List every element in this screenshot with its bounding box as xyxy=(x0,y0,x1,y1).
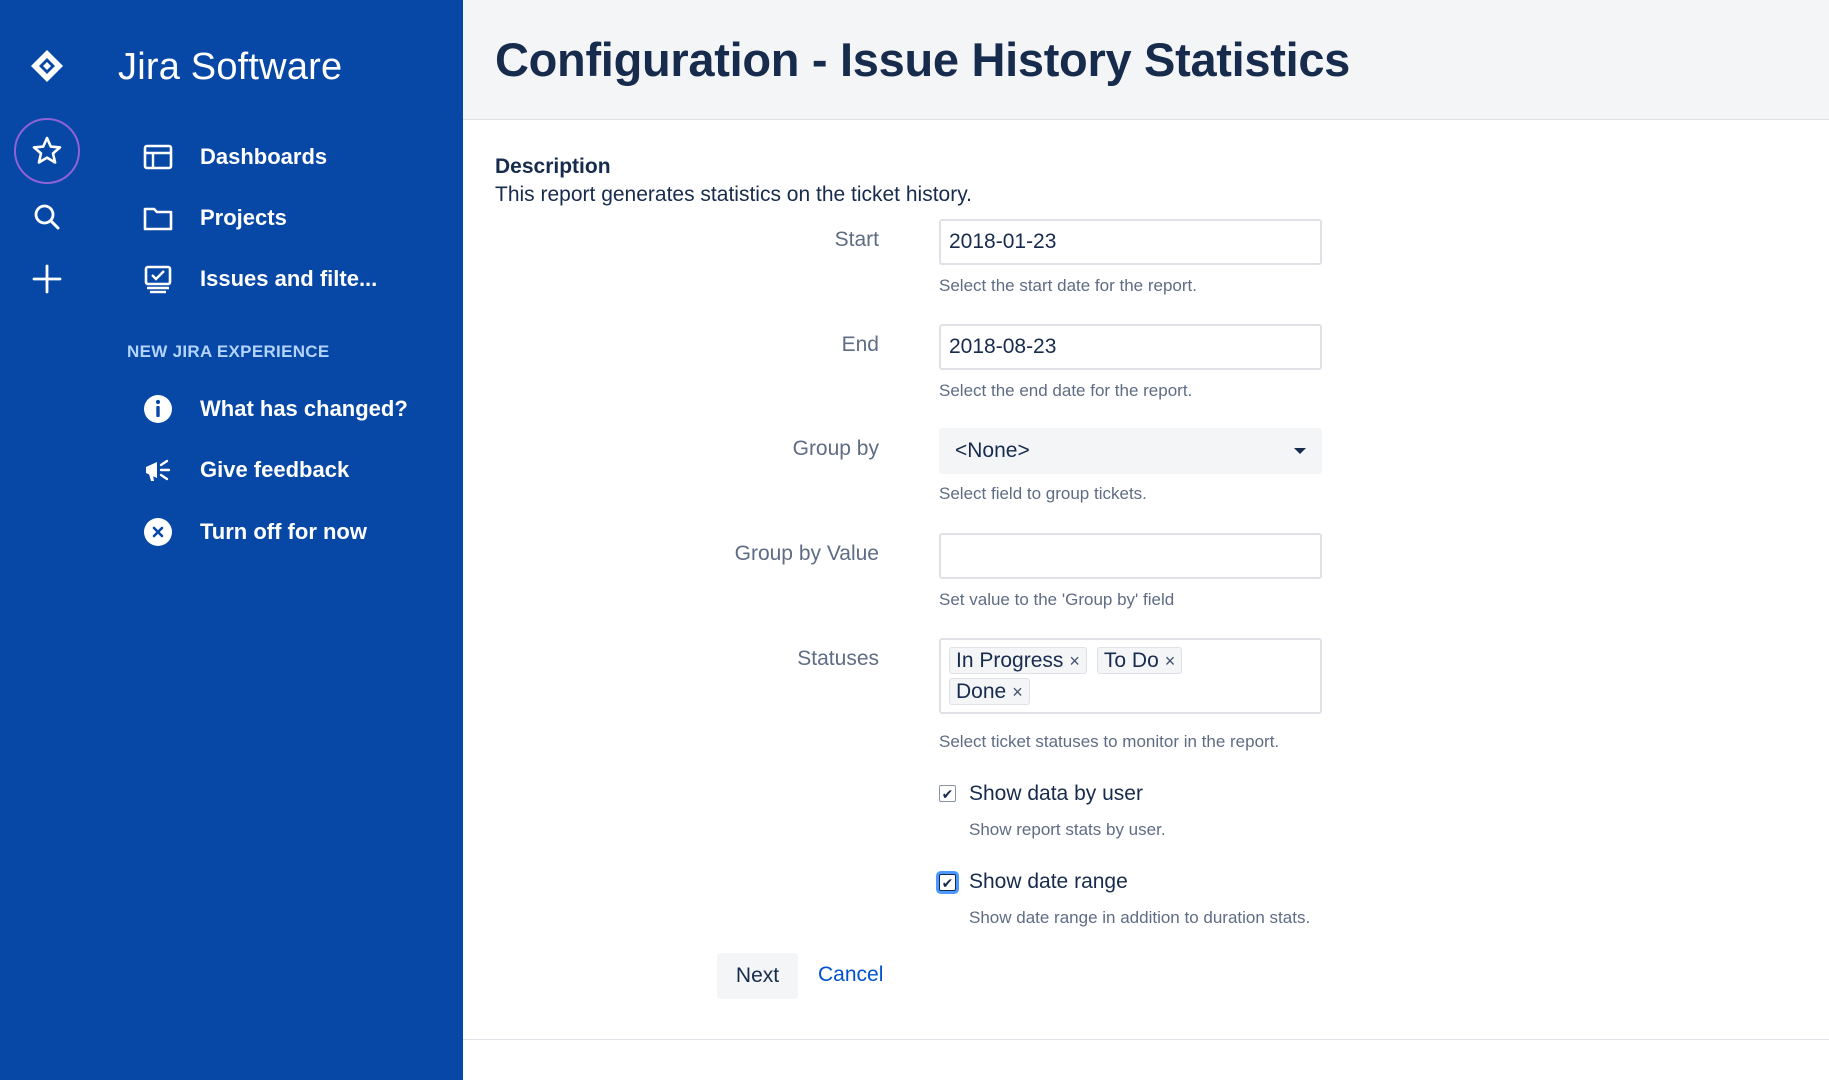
group-by-label: Group by xyxy=(792,437,879,460)
show-date-range-label[interactable]: Show date range xyxy=(969,870,1128,893)
checkmark-icon: ✔ xyxy=(941,785,954,802)
sidebar-item-give-feedback[interactable] xyxy=(140,448,349,492)
star-icon[interactable] xyxy=(14,118,80,184)
statuses-help-text: Select ticket statuses to monitor in the report. xyxy=(939,732,1280,751)
plus-icon[interactable] xyxy=(14,246,80,312)
next-button[interactable]: Next xyxy=(717,953,798,999)
status-chip-label: Done xyxy=(956,679,1007,703)
status-chip-done xyxy=(949,678,1030,705)
start-label: Start xyxy=(834,228,879,251)
start-help-text: Select the start date for the report. xyxy=(939,276,1197,295)
search-icon[interactable] xyxy=(14,184,80,250)
remove-chip-icon[interactable]: × xyxy=(1069,650,1080,671)
end-help-text: Select the end date for the report. xyxy=(939,381,1193,400)
group-by-selected-value: <None> xyxy=(955,439,1030,462)
start-date-input[interactable] xyxy=(939,219,1322,265)
remove-chip-icon[interactable]: × xyxy=(1164,650,1176,671)
sidebar-item-turn-off[interactable] xyxy=(140,510,367,554)
show-data-by-user-help-text: Show report stats by user. xyxy=(969,820,1166,839)
remove-chip-icon[interactable]: × xyxy=(1012,681,1023,702)
status-chip-to-do xyxy=(1097,647,1182,674)
sidebar xyxy=(0,0,463,1080)
megaphone-icon xyxy=(140,452,176,488)
footer-divider xyxy=(463,1039,1829,1040)
page-title: Configuration - Issue History Statistics xyxy=(495,33,1351,86)
show-date-range-help-text: Show date range in addition to duration stats. xyxy=(969,908,1311,927)
sidebar-item-label: Projects xyxy=(200,205,287,230)
end-date-input[interactable] xyxy=(939,324,1322,370)
description-text: This report generates statistics on the ticket history. xyxy=(495,183,972,206)
info-icon xyxy=(140,391,176,427)
show-data-by-user-label[interactable]: Show data by user xyxy=(969,782,1143,805)
dashboard-icon xyxy=(140,139,176,175)
close-circle-icon xyxy=(140,514,176,550)
sidebar-item-projects[interactable] xyxy=(140,196,287,240)
cancel-link[interactable]: Cancel xyxy=(818,963,884,986)
show-data-by-user-checkbox[interactable] xyxy=(939,785,956,802)
end-label: End xyxy=(841,333,879,356)
group-by-value-input[interactable] xyxy=(939,533,1322,579)
status-chip-label: To Do xyxy=(1103,648,1159,672)
jira-logo-icon[interactable] xyxy=(14,33,80,99)
sidebar-item-issues[interactable] xyxy=(140,257,377,301)
statuses-multiselect[interactable] xyxy=(939,638,1322,714)
sidebar-item-label: Give feedback xyxy=(200,457,350,482)
statuses-label: Statuses xyxy=(797,647,879,670)
status-chip-label: In Progress xyxy=(956,648,1064,672)
sidebar-item-label: What has changed? xyxy=(200,396,408,421)
status-chip-in-progress xyxy=(949,647,1087,674)
group-by-value-help-text: Set value to the 'Group by' field xyxy=(939,590,1175,609)
checkmark-icon: ✔ xyxy=(941,874,954,891)
page-header xyxy=(463,0,1829,120)
group-by-help-text: Select field to group tickets. xyxy=(939,484,1147,503)
chevron-down-icon xyxy=(1294,448,1306,454)
sidebar-item-label: Turn off for now xyxy=(200,519,367,544)
show-date-range-checkbox[interactable] xyxy=(939,874,956,891)
folder-icon xyxy=(140,200,176,236)
report-config-form xyxy=(463,121,1829,1040)
sidebar-item-what-has-changed[interactable] xyxy=(140,387,408,431)
issues-icon xyxy=(140,261,176,297)
group-by-value-label: Group by Value xyxy=(734,542,879,565)
sidebar-section-title: NEW JIRA EXPERIENCE xyxy=(127,342,330,361)
product-title[interactable]: Jira Software xyxy=(118,46,343,88)
sidebar-item-dashboards[interactable] xyxy=(140,135,327,179)
description-heading: Description xyxy=(495,155,611,178)
sidebar-item-label: Issues and filte... xyxy=(200,266,378,291)
group-by-select[interactable] xyxy=(939,428,1322,474)
sidebar-item-label: Dashboards xyxy=(200,144,328,169)
